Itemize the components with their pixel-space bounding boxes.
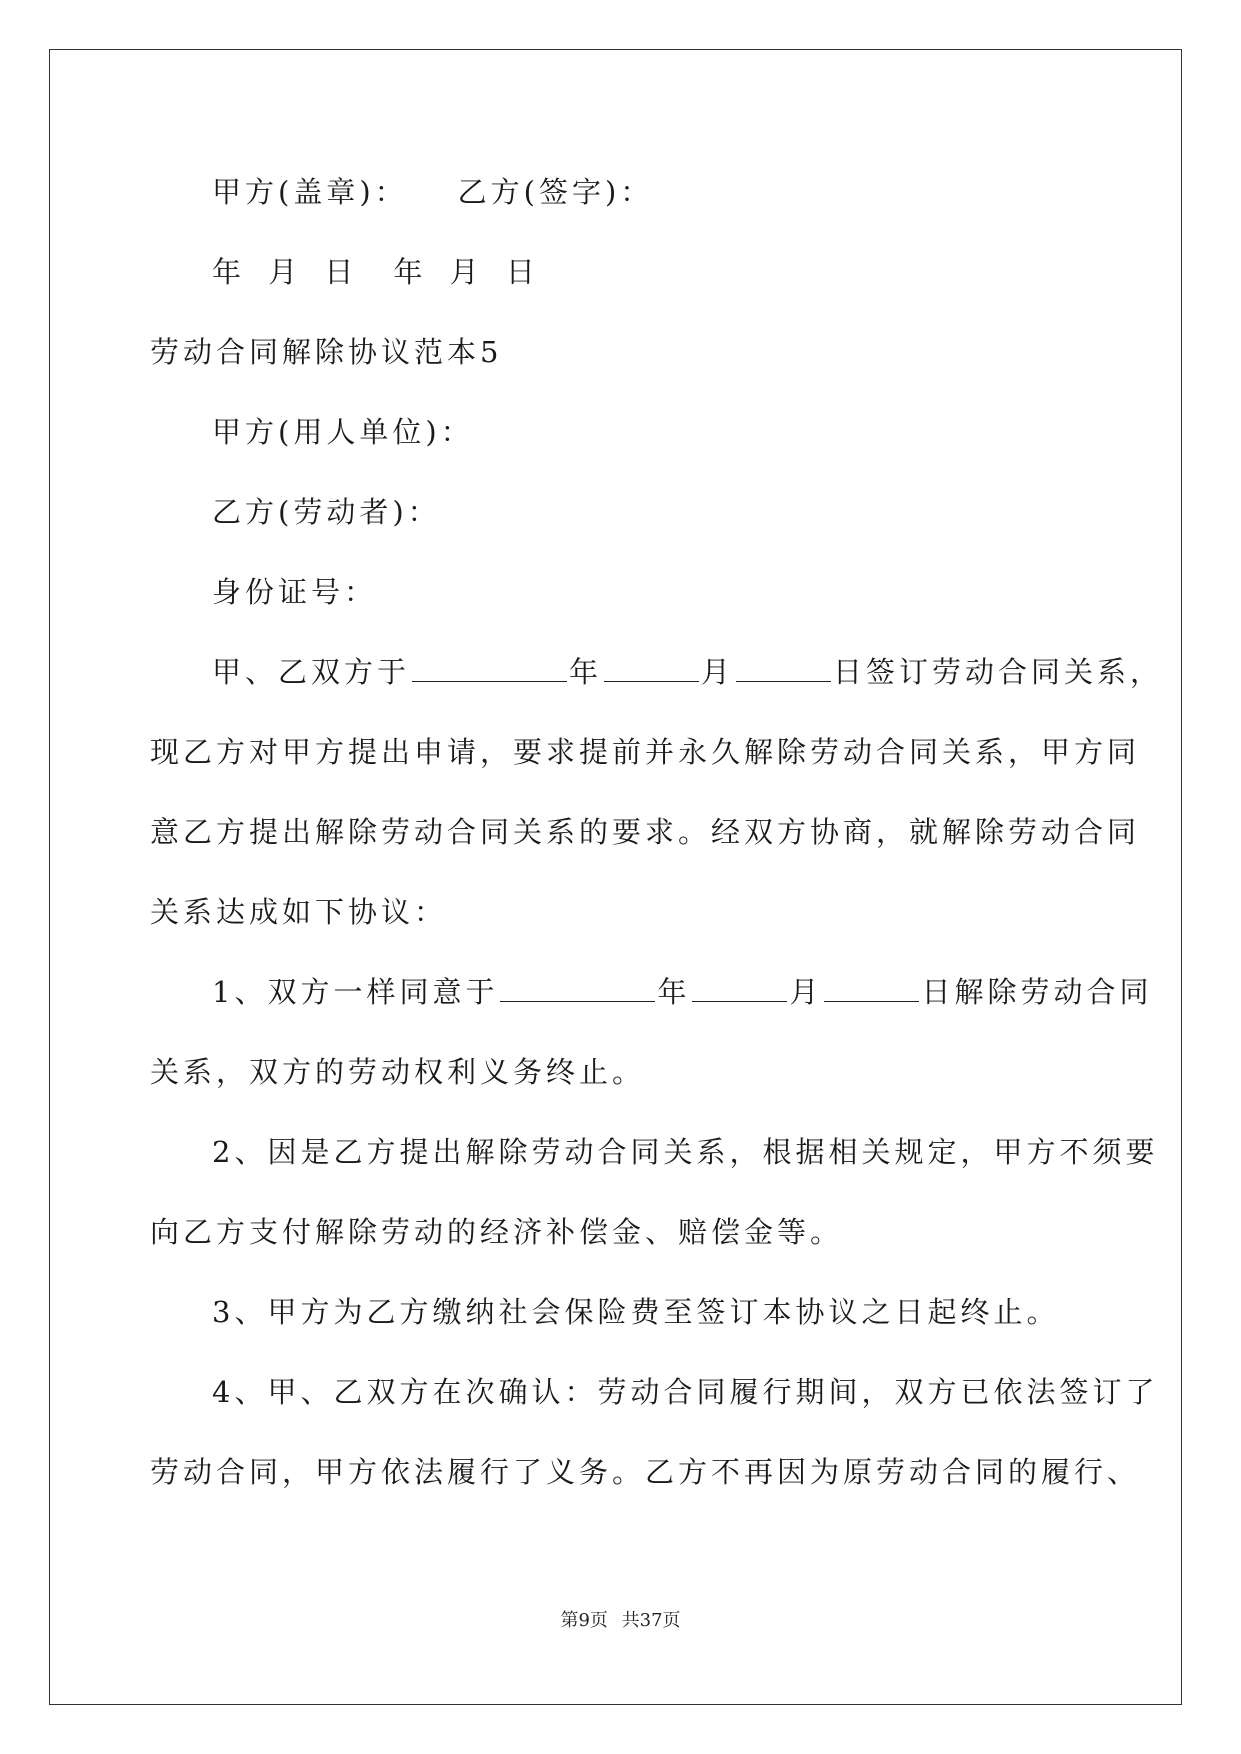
text: 1、双方一样同意于 <box>212 975 499 1009</box>
paragraph-1-line-3: 意乙方提出解除劳动合同关系的要求。经双方协商，就解除劳动合同 <box>150 815 1141 849</box>
item-4-line-2: 劳动合同，甲方依法履行了义务。乙方不再因为原劳动合同的履行、 <box>150 1455 1141 1489</box>
day-blank <box>824 973 919 1002</box>
employee-field: 乙方(劳动者)： <box>212 495 441 529</box>
text: 年 <box>657 975 691 1009</box>
item-2-line-1: 2、因是乙方提出解除劳动合同关系，根据相关规定，甲方不须要 <box>212 1135 1159 1169</box>
date-a: 年 月 日 <box>212 255 358 289</box>
item-1-line-1 <box>212 972 1153 1012</box>
party-b-sign-label: 乙方(签字)： <box>457 175 654 209</box>
text: 年 <box>569 655 603 689</box>
text: 甲、乙双方于 <box>212 655 411 689</box>
paragraph-1-line-1 <box>212 652 1163 692</box>
text: 月 <box>701 655 735 689</box>
page-footer <box>0 1609 1241 1633</box>
item-3-line-1: 3、甲方为乙方缴纳社会保险费至签订本协议之日起终止。 <box>212 1295 1060 1329</box>
page-total: 共37页 <box>621 1610 681 1631</box>
id-number-field: 身份证号： <box>212 575 378 609</box>
paragraph-1-line-2: 现乙方对甲方提出申请，要求提前并永久解除劳动合同关系，甲方同 <box>150 735 1141 769</box>
date-b: 年 月 日 <box>393 255 539 289</box>
item-4-line-1: 4、甲、乙双方在次确认：劳动合同履行期间，双方已依法签订了 <box>212 1375 1159 1409</box>
year-blank <box>500 973 655 1002</box>
text: 日解除劳动合同 <box>921 975 1153 1009</box>
page-number: 第9页 <box>560 1610 608 1631</box>
item-1-line-2: 关系，双方的劳动权利义务终止。 <box>150 1055 646 1089</box>
year-blank <box>412 653 567 682</box>
item-2-line-2: 向乙方支付解除劳动的经济补偿金、赔偿金等。 <box>150 1215 844 1249</box>
paragraph-1-line-4: 关系达成如下协议： <box>150 895 448 929</box>
signature-line <box>212 172 653 212</box>
date-line <box>212 252 539 292</box>
employer-field: 甲方(用人单位)： <box>212 415 474 449</box>
text: 月 <box>789 975 823 1009</box>
section-heading: 劳动合同解除协议范本5 <box>150 335 503 369</box>
month-blank <box>692 973 787 1002</box>
day-blank <box>736 653 831 682</box>
month-blank <box>604 653 699 682</box>
party-a-seal-label: 甲方(盖章)： <box>212 175 408 209</box>
text: 日签订劳动合同关系， <box>833 655 1164 689</box>
